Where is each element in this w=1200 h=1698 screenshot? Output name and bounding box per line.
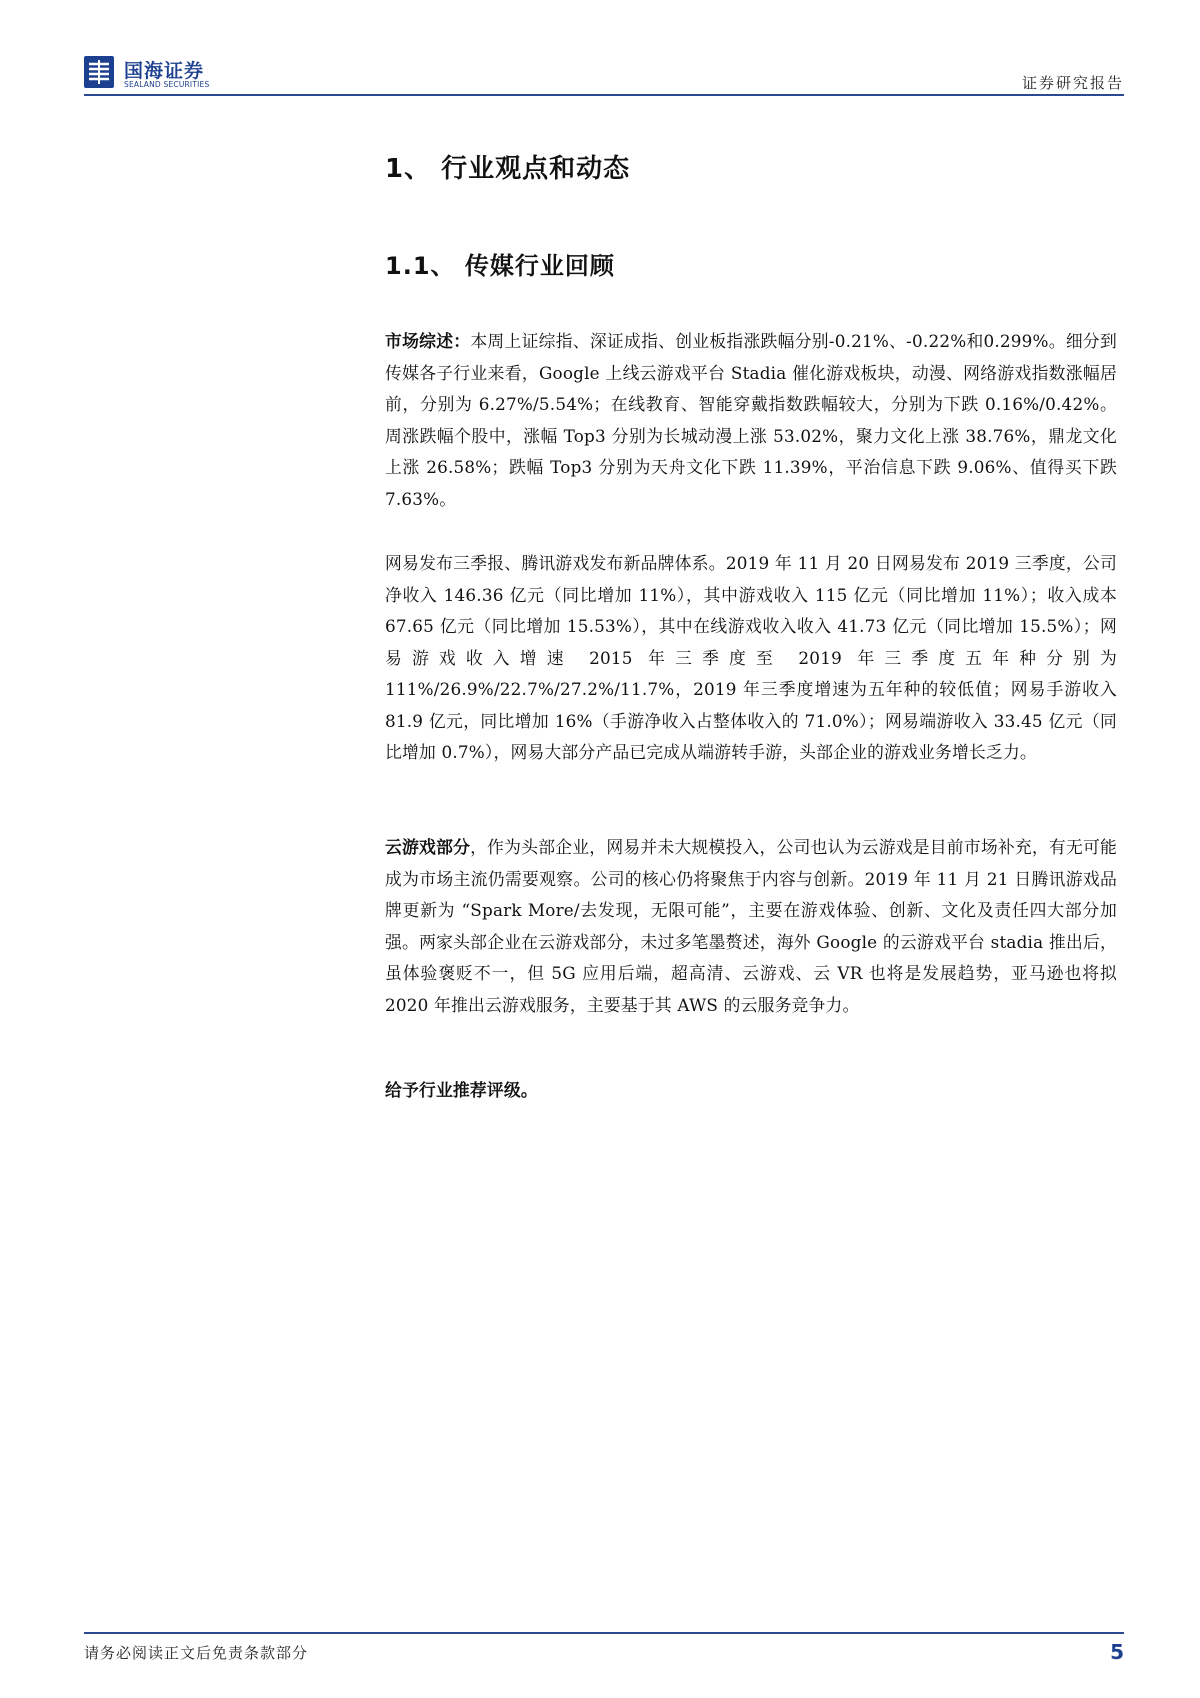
rating-text: 给予行业推荐评级。 xyxy=(385,1080,538,1100)
sealand-logo-icon xyxy=(84,56,114,88)
subsection-heading: 1.1、 传媒行业回顾 xyxy=(385,252,615,280)
header-divider xyxy=(84,94,1124,96)
market-summary-body: 本周上证综指、深证成指、创业板指涨跌幅分别-0.21%、-0.22%和0.299%。细分到传媒各子行业来看，Google 上线云游戏平台 Stadia 催化游戏板块，动漫、网络游戏指数涨幅居前，分别为 6.27%/5.54%；在线教育、智能穿戴指数跌幅较大，分别为下跌 0.16%/0.42%。周涨跌幅个股中，涨幅 Top3 分别为长城动漫上涨 53.02%，聚力文化上涨 38.76%，鼎龙文化上涨 26.58%；跌幅 Top3 分别为天舟文化下跌 11.39%，平治信息下跌 9.06%、值得买下跌 7.63%。 xyxy=(385,331,1117,509)
rating-paragraph xyxy=(385,1075,1117,1107)
logo-chinese-name: 国海证券 xyxy=(124,60,205,82)
footer-divider xyxy=(84,1632,1124,1634)
cloud-gaming-label: 云游戏部分 xyxy=(385,837,471,857)
cloud-gaming-paragraph xyxy=(385,832,1117,1021)
section-heading: 1、 行业观点和动态 xyxy=(385,154,631,184)
cloud-gaming-body: ，作为头部企业，网易并未大规模投入，公司也认为云游戏是目前市场补充，有无可能成为市场主流仍需要观察。公司的核心仍将聚焦于内容与创新。2019 年 11 月 21 日腾讯游戏品牌更新为 “Spark More/去发现，无限可能”，主要在游戏体验、创新、文化及责任四大部分加强。两家头部企业在云游戏部分，未过多笔墨赘述，海外 Google 的云游戏平台 stadia 推出后，虽体验褒贬不一，但 5G 应用后端，超高清、云游戏、云 VR 也将是发展趋势，亚马逊也将拟 2020 年推出云游戏服务，主要基于其 AWS 的云服务竞争力。 xyxy=(385,837,1117,1015)
page-header xyxy=(84,52,1124,96)
logo-english-name: SEALAND SECURITIES xyxy=(124,80,210,89)
disclaimer-note: 请务必阅读正文后免责条款部分 xyxy=(84,1644,309,1662)
market-summary-label: 市场综述： xyxy=(385,331,471,351)
market-summary-paragraph xyxy=(385,326,1117,515)
report-type-label: 证券研究报告 xyxy=(1021,74,1124,92)
netease-paragraph: 网易发布三季报、腾讯游戏发布新品牌体系。2019 年 11 月 20 日网易发布 2019 三季度，公司净收入 146.36 亿元（同比增加 11%），其中游戏收入 115 亿元（同比增加 11%）；收入成本 67.65 亿元（同比增加 15.53%），其中在线游戏收入收入 41.73 亿元（同比增加 15.5%）；网易游戏收入增速 2015 年三季度至 2019 年三季度五年种分别为 111%/26.9%/22.7%/27.2%/11.7%，2019 年三季度增速为五年种的较低值；网易手游收入 81.9 亿元，同比增加 16%（手游净收入占整体收入的 71.0%）；网易端游收入 33.45 亿元（同比增加 0.7%），网易大部分产品已完成从端游转手游，头部企业的游戏业务增长乏力。 xyxy=(385,553,1117,762)
page-number: 5 xyxy=(1110,1640,1124,1664)
company-logo xyxy=(84,56,284,92)
